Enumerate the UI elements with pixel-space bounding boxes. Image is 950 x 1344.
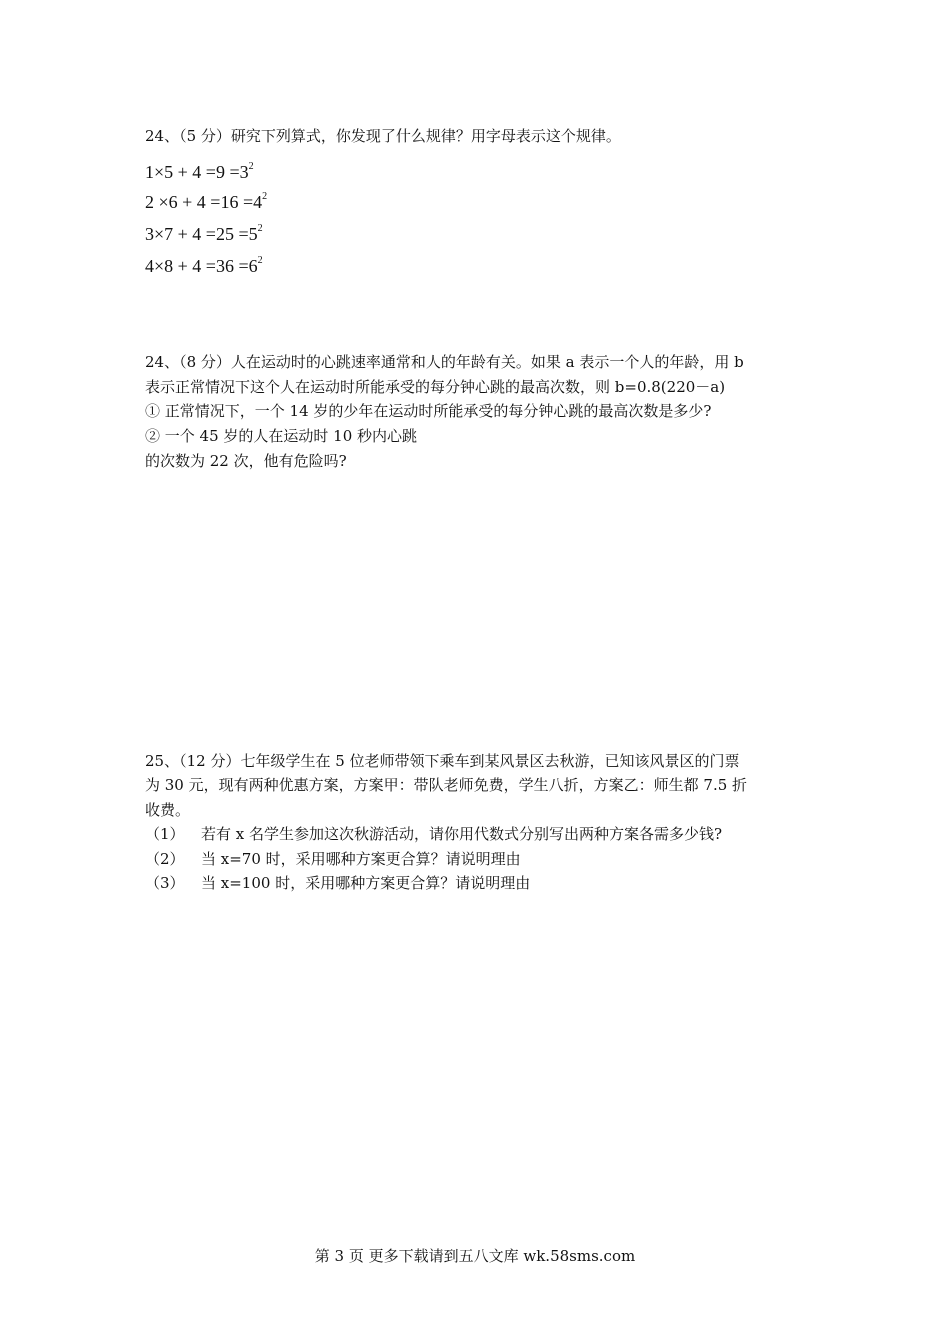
q25-sub-2-number: （2） <box>145 850 185 868</box>
q25-sub-1-text: 若有 x 名学生参加这次秋游活动，请你用代数式分别写出两种方案各需多少钱? <box>201 825 723 843</box>
page-footer: 第 3 页 更多下载请到五八文库 wk.58sms.com <box>314 1247 636 1265</box>
equation-4 <box>145 250 263 277</box>
equation-1-exp: 2 <box>248 161 254 172</box>
equation-2 <box>145 186 267 213</box>
equation-3-exp: 2 <box>257 223 263 234</box>
q25-sub-3-number: （3） <box>145 874 185 892</box>
q24b-line-3: ① 正常情况下，一个 14 岁的少年在运动时所能承受的每分钟心跳的最高次数是多少? <box>145 402 712 420</box>
equation-1 <box>145 156 254 183</box>
q25-sub-2-text: 当 x=70 时，采用哪种方案更合算？请说明理由 <box>201 850 521 868</box>
q25-line-2: 为 30 元，现有两种优惠方案，方案甲：带队老师免费，学生八折，方案乙：师生都 7.5 折 <box>145 776 748 794</box>
q24b-line-2: 表示正常情况下这个人在运动时所能承受的每分钟心跳的最高次数，则 b=0.8(220－a) <box>145 378 726 396</box>
q25-sub-3 <box>145 873 530 893</box>
q24a-header: 24、（5 分）研究下列算式，你发现了什么规律？用字母表示这个规律。 <box>145 127 621 145</box>
q25-line-3: 收费。 <box>145 801 191 819</box>
q25-sub-1-number: （1） <box>145 825 185 843</box>
q24b-line-4: ② 一个 45 岁的人在运动时 10 秒内心跳 <box>145 427 418 445</box>
q25-sub-2 <box>145 849 521 869</box>
equation-4-lhs: 4×8 + 4 =36 =6 <box>145 256 258 276</box>
q25-sub-1 <box>145 824 722 844</box>
q24b-line-1: 24、（8 分）人在运动时的心跳速率通常和人的年龄有关。如果 a 表示一个人的年龄，用 b <box>145 353 744 371</box>
q25-sub-3-text: 当 x=100 时，采用哪种方案更合算？请说明理由 <box>201 874 531 892</box>
equation-1-lhs: 1×5 + 4 =9 =3 <box>145 162 249 182</box>
equation-3 <box>145 218 263 245</box>
q25-line-1: 25、（12 分）七年级学生在 5 位老师带领下乘车到某风景区去秋游，已知该风景区的门票 <box>145 752 740 770</box>
equation-2-exp: 2 <box>262 191 268 202</box>
q24b-line-5: 的次数为 22 次，他有危险吗? <box>145 452 347 470</box>
equation-3-lhs: 3×7 + 4 =25 =5 <box>145 224 258 244</box>
equation-2-lhs: 2 ×6 + 4 =16 =4 <box>145 192 263 212</box>
equation-4-exp: 2 <box>257 255 263 266</box>
